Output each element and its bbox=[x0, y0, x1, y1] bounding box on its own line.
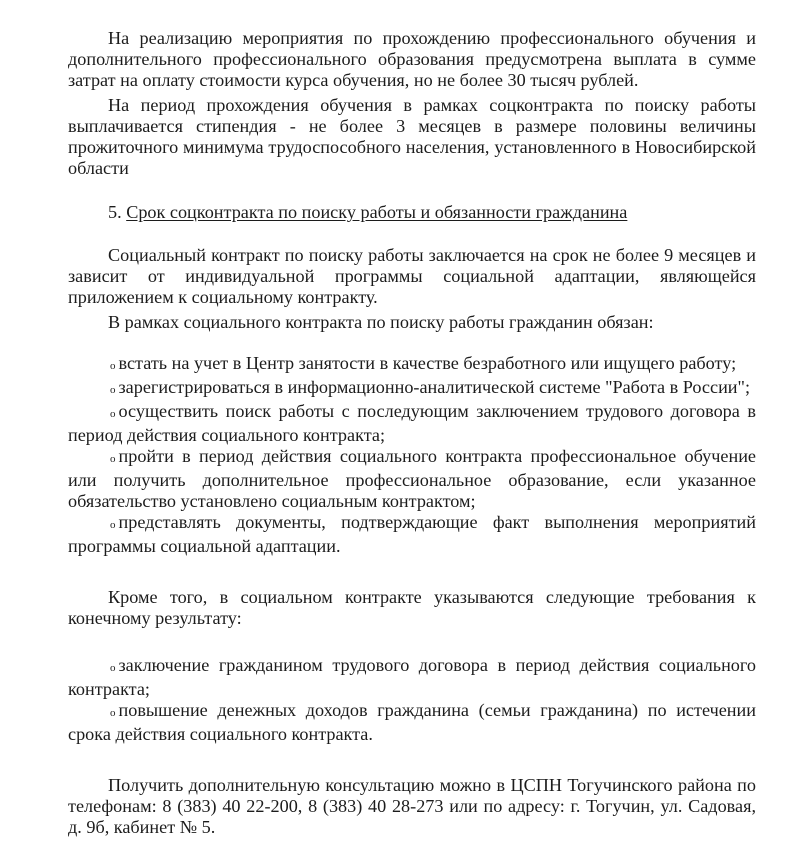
list-item bbox=[68, 446, 756, 512]
bullet-icon: o bbox=[110, 707, 116, 719]
bullet-icon: o bbox=[110, 360, 116, 372]
list-item bbox=[68, 655, 756, 700]
list-item-text: зарегистрироваться в информационно-аналитической системе "Работа в России"; bbox=[118, 377, 751, 397]
section-heading bbox=[68, 202, 756, 223]
bullet-icon: o bbox=[110, 384, 116, 396]
requirements-list bbox=[68, 655, 756, 745]
duties-list bbox=[68, 353, 756, 557]
list-item bbox=[68, 512, 756, 557]
list-item-text: заключение гражданином трудового договора в период действия социального контракта; bbox=[68, 655, 756, 699]
list-item bbox=[68, 401, 756, 446]
list-item-text: осуществить поиск работы с последующим заключением трудового договора в период действия социального контракта; bbox=[68, 401, 756, 445]
paragraph-training-payment: На реализацию мероприятия по прохождению профессионального обучения и дополнительного профессионального образования предусмотрена выплата в сумме затрат на оплату стоимости курса обучения, но не более 30 тысяч рублей. bbox=[68, 28, 756, 90]
list-item bbox=[68, 377, 756, 401]
list-item-text: встать на учет в Центр занятости в качестве безработного или ищущего работу; bbox=[118, 353, 737, 373]
paragraph-stipend: На период прохождения обучения в рамках соцконтракта по поиску работы выплачивается стипендия - не более 3 месяцев в размере половины величины прожиточного минимума трудоспособного населения, установленного в Новосибирской области bbox=[68, 95, 756, 178]
paragraph-obligations-intro: В рамках социального контракта по поиску работы гражданин обязан: bbox=[108, 312, 654, 332]
bullet-icon: o bbox=[110, 662, 116, 674]
section-number: 5. bbox=[108, 202, 122, 222]
bullet-icon: o bbox=[110, 408, 116, 420]
list-item-text: представлять документы, подтверждающие факт выполнения мероприятий программы социальной адаптации. bbox=[68, 512, 756, 556]
paragraph-contact-info: Получить дополнительную консультацию можно в ЦСПН Тогучинского района по телефонам: 8 (383) 40 22-200, 8 (383) 40 28-273 или по адресу: г. Тогучин, ул. Садовая, д. 9б, кабинет № 5. bbox=[68, 775, 756, 837]
list-item bbox=[68, 700, 756, 745]
bullet-icon: o bbox=[110, 453, 116, 465]
paragraph-contract-term: Социальный контракт по поиску работы заключается на срок не более 9 месяцев и зависит от индивидуальной программы социальной адаптации, являющейся приложением к социальному контракту. bbox=[68, 245, 756, 307]
section-title: Срок соцконтракта по поиску работы и обязанности гражданина bbox=[126, 202, 628, 222]
bullet-icon: o bbox=[110, 519, 116, 531]
list-item-text: повышение денежных доходов гражданина (семьи гражданина) по истечении срока действия социального контракта. bbox=[68, 700, 756, 744]
list-item-text: пройти в период действия социального контракта профессиональное обучение или получить дополнительное профессиональное образование, если указанное обязательство установлено социальным контрактом; bbox=[68, 446, 756, 511]
paragraph-requirements-intro: Кроме того, в социальном контракте указываются следующие требования к конечному результату: bbox=[68, 587, 756, 628]
list-item bbox=[68, 353, 756, 377]
